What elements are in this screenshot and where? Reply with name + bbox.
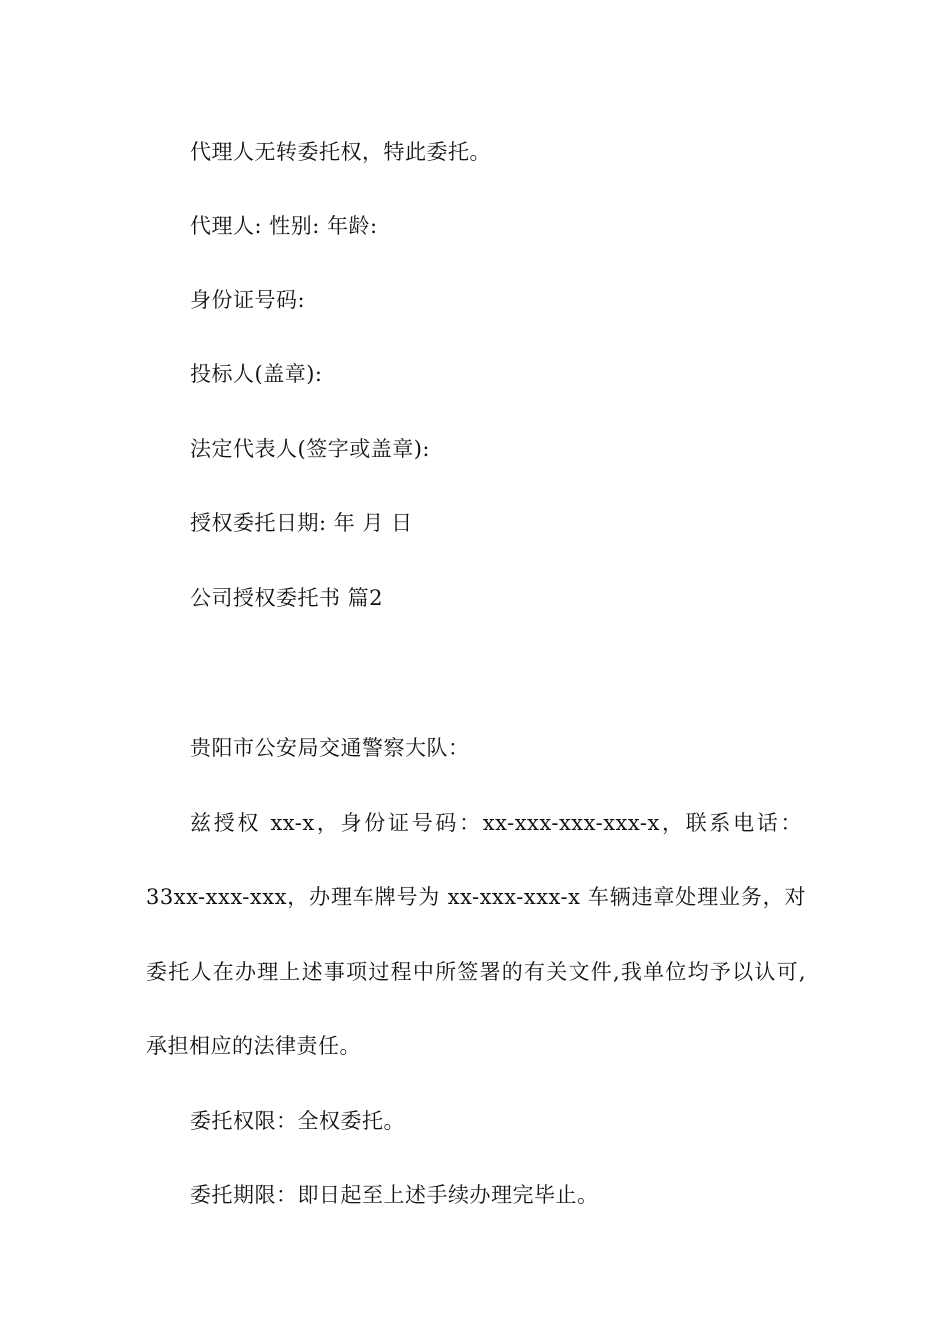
authorization-date-line: 授权委托日期: 年 月 日 [190,511,413,535]
agent-info-line: 代理人: 性别: 年龄: [190,214,378,238]
section-heading: 公司授权委托书 篇2 [190,586,384,610]
authorization-paragraph-line-2: 33xx-xxx-xxx，办理车牌号为 xx-xxx-xxx-x 车辆违章处理业务，对 [146,885,806,909]
authority-scope-line: 委托权限：全权委托。 [190,1109,405,1133]
authorization-paragraph-line-4: 承担相应的法律责任。 [146,1034,361,1058]
authorization-paragraph-line-3: 委托人在办理上述事项过程中所签署的有关文件,我单位均予以认可, [146,960,806,984]
addressee-line: 贵阳市公安局交通警察大队： [190,736,470,760]
legal-representative-line: 法定代表人(签字或盖章): [190,437,430,461]
authorization-paragraph-line-1: 兹授权 xx-x，身份证号码：xx-xxx-xxx-xxx-x，联系电话： [190,811,802,835]
bidder-seal-line: 投标人(盖章): [190,362,323,386]
no-sub-delegation-line: 代理人无转委托权，特此委托。 [190,140,491,164]
id-number-line: 身份证号码: [190,288,306,312]
authority-period-line: 委托期限：即日起至上述手续办理完毕止。 [190,1183,599,1207]
